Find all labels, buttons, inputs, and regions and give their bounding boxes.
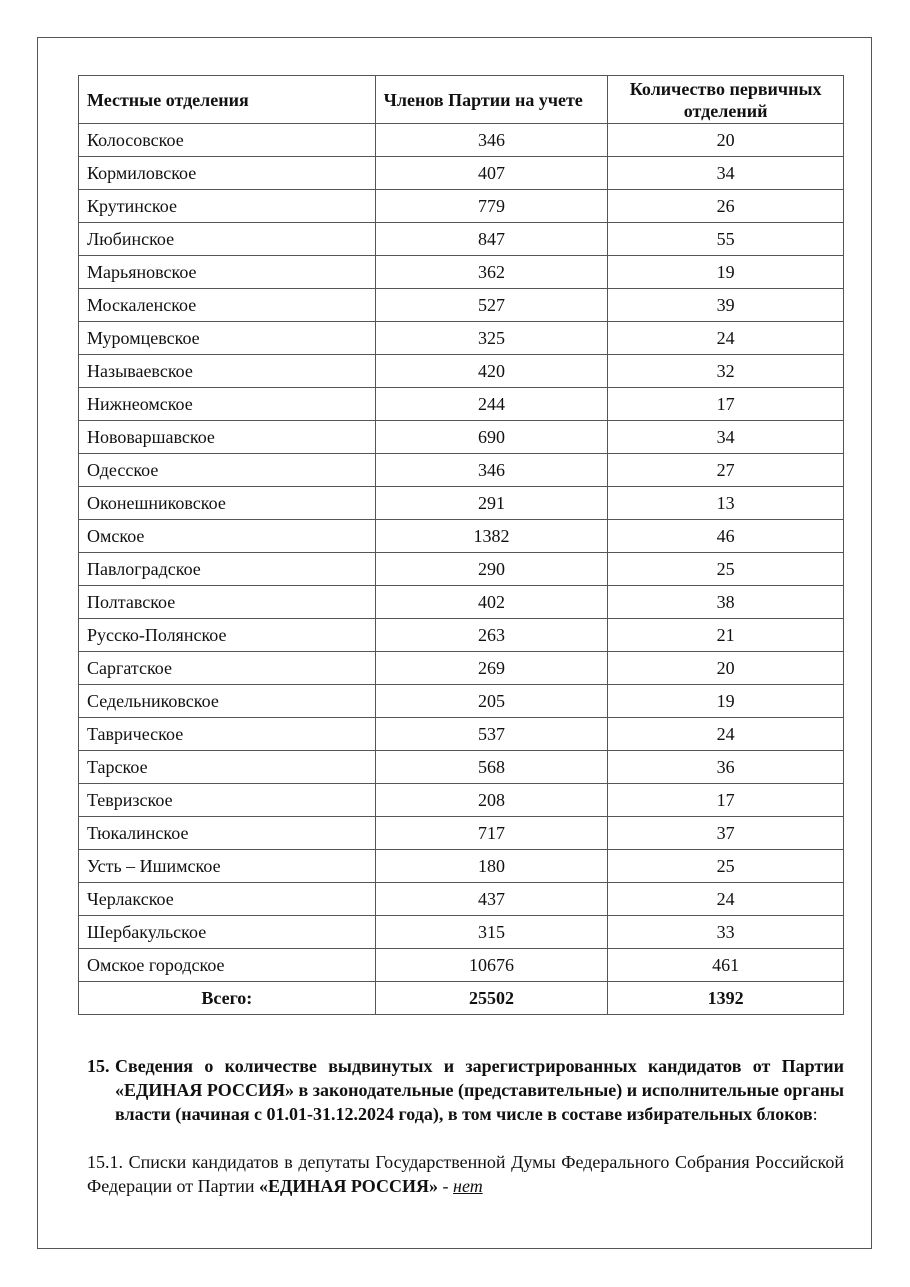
primary-branches-cell: 17	[608, 388, 844, 421]
branch-name-cell: Омское	[79, 520, 376, 553]
branch-name-cell: Одесское	[79, 454, 376, 487]
primary-branches-cell: 33	[608, 916, 844, 949]
table-row	[79, 322, 844, 355]
primary-branches-cell: 38	[608, 586, 844, 619]
table-row	[79, 652, 844, 685]
table-row	[79, 454, 844, 487]
members-count-cell: 1382	[375, 520, 608, 553]
members-count-cell: 290	[375, 553, 608, 586]
table-header-row	[79, 76, 844, 124]
table-row	[79, 124, 844, 157]
primary-branches-cell: 37	[608, 817, 844, 850]
members-count-cell: 437	[375, 883, 608, 916]
members-count-cell: 205	[375, 685, 608, 718]
branch-name-cell: Называевское	[79, 355, 376, 388]
table-row	[79, 916, 844, 949]
table-row	[79, 949, 844, 982]
members-count-cell: 847	[375, 223, 608, 256]
primary-branches-cell: 34	[608, 157, 844, 190]
branch-name-cell: Таврическое	[79, 718, 376, 751]
members-count-cell: 10676	[375, 949, 608, 982]
primary-branches-cell: 13	[608, 487, 844, 520]
members-count-cell: 779	[375, 190, 608, 223]
table-row	[79, 619, 844, 652]
total-primary-cell: 1392	[608, 982, 844, 1015]
primary-branches-cell: 24	[608, 718, 844, 751]
subsection-15-1	[87, 1150, 844, 1198]
branch-name-cell: Усть – Ишимское	[79, 850, 376, 883]
table-row	[79, 685, 844, 718]
members-count-cell: 315	[375, 916, 608, 949]
table-row	[79, 553, 844, 586]
subsection-lead: 15.1. Списки кандидатов в депутаты Государственной Думы Федерального Собрания Российской Федерации от Партии	[87, 1152, 844, 1196]
members-count-cell: 269	[375, 652, 608, 685]
table-row	[79, 751, 844, 784]
primary-branches-cell: 461	[608, 949, 844, 982]
primary-branches-cell: 34	[608, 421, 844, 454]
branch-name-cell: Тюкалинское	[79, 817, 376, 850]
members-count-cell: 263	[375, 619, 608, 652]
members-count-cell: 346	[375, 454, 608, 487]
members-count-cell: 346	[375, 124, 608, 157]
party-name: «ЕДИНАЯ РОССИЯ»	[259, 1176, 439, 1196]
section-heading-text: Сведения о количестве выдвинутых и зарегистрированных кандидатов от Партии «ЕДИНАЯ РОССИЯ» в законодательные (представительные) и исполнительные органы власти (начиная с 01.01-31.12.2024 года), в том числе в составе избирательных блоков	[115, 1056, 844, 1124]
branch-name-cell: Любинское	[79, 223, 376, 256]
primary-branches-cell: 24	[608, 883, 844, 916]
branch-name-cell: Нижнеомское	[79, 388, 376, 421]
branch-name-cell: Москаленское	[79, 289, 376, 322]
primary-branches-cell: 19	[608, 685, 844, 718]
total-row	[79, 982, 844, 1015]
primary-branches-cell: 27	[608, 454, 844, 487]
primary-branches-cell: 46	[608, 520, 844, 553]
table-row	[79, 718, 844, 751]
branch-name-cell: Седельниковское	[79, 685, 376, 718]
branch-name-cell: Полтавское	[79, 586, 376, 619]
table-row	[79, 256, 844, 289]
table-row	[79, 586, 844, 619]
table-row	[79, 157, 844, 190]
members-count-cell: 717	[375, 817, 608, 850]
header-primary-branches: Количество первичных отделений	[608, 76, 844, 124]
branch-name-cell: Омское городское	[79, 949, 376, 982]
total-label-cell: Всего:	[79, 982, 376, 1015]
members-count-cell: 537	[375, 718, 608, 751]
section-heading-colon: :	[812, 1104, 818, 1124]
primary-branches-cell: 32	[608, 355, 844, 388]
table-row	[79, 289, 844, 322]
members-count-cell: 527	[375, 289, 608, 322]
primary-branches-cell: 25	[608, 553, 844, 586]
branch-name-cell: Тевризское	[79, 784, 376, 817]
table-row	[79, 223, 844, 256]
branch-name-cell: Павлоградское	[79, 553, 376, 586]
primary-branches-cell: 17	[608, 784, 844, 817]
primary-branches-cell: 36	[608, 751, 844, 784]
members-count-cell: 291	[375, 487, 608, 520]
members-count-cell: 208	[375, 784, 608, 817]
header-local-branches: Местные отделения	[79, 76, 376, 124]
table-row	[79, 850, 844, 883]
table-row	[79, 421, 844, 454]
members-count-cell: 402	[375, 586, 608, 619]
primary-branches-cell: 26	[608, 190, 844, 223]
primary-branches-cell: 39	[608, 289, 844, 322]
header-members-registered: Членов Партии на учете	[375, 76, 608, 124]
subsection-answer: нет	[453, 1176, 483, 1196]
subsection-dash: -	[438, 1176, 454, 1196]
primary-branches-cell: 21	[608, 619, 844, 652]
branch-name-cell: Черлакское	[79, 883, 376, 916]
primary-branches-cell: 20	[608, 124, 844, 157]
table-row	[79, 784, 844, 817]
members-count-cell: 244	[375, 388, 608, 421]
branches-table	[78, 75, 844, 1015]
branch-name-cell: Саргатское	[79, 652, 376, 685]
members-count-cell: 568	[375, 751, 608, 784]
branch-name-cell: Муромцевское	[79, 322, 376, 355]
primary-branches-cell: 55	[608, 223, 844, 256]
members-count-cell: 420	[375, 355, 608, 388]
branch-name-cell: Крутинское	[79, 190, 376, 223]
table-row	[79, 487, 844, 520]
members-count-cell: 180	[375, 850, 608, 883]
table-row	[79, 388, 844, 421]
primary-branches-cell: 24	[608, 322, 844, 355]
members-count-cell: 407	[375, 157, 608, 190]
table-row	[79, 190, 844, 223]
branch-name-cell: Колосовское	[79, 124, 376, 157]
section-heading	[115, 1054, 844, 1126]
branch-name-cell: Оконешниковское	[79, 487, 376, 520]
total-members-cell: 25502	[375, 982, 608, 1015]
branch-name-cell: Шербакульское	[79, 916, 376, 949]
table-row	[79, 817, 844, 850]
branch-name-cell: Марьяновское	[79, 256, 376, 289]
branch-name-cell: Кормиловское	[79, 157, 376, 190]
section-number: 15.	[87, 1056, 110, 1076]
section-15	[87, 1054, 844, 1126]
members-count-cell: 362	[375, 256, 608, 289]
branch-name-cell: Тарское	[79, 751, 376, 784]
primary-branches-cell: 19	[608, 256, 844, 289]
table-row	[79, 520, 844, 553]
branch-name-cell: Нововаршавское	[79, 421, 376, 454]
members-count-cell: 690	[375, 421, 608, 454]
members-count-cell: 325	[375, 322, 608, 355]
primary-branches-cell: 25	[608, 850, 844, 883]
primary-branches-cell: 20	[608, 652, 844, 685]
table-row	[79, 355, 844, 388]
branch-name-cell: Русско-Полянское	[79, 619, 376, 652]
table-row	[79, 883, 844, 916]
